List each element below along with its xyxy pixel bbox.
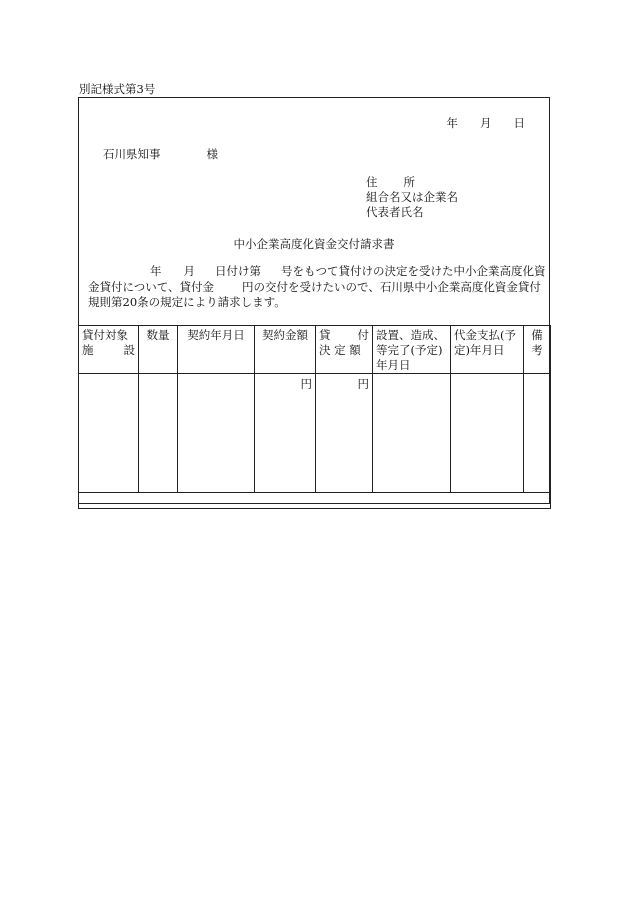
company-label: 組合名又は企業名 — [366, 190, 458, 204]
header-facility: 貸付対象 施 設 — [79, 326, 139, 374]
date-month-label: 月 — [480, 116, 492, 130]
form-number: 別記様式第3号 — [79, 82, 156, 96]
address-label: 住 所 — [366, 175, 415, 189]
cell-payment-date[interactable] — [451, 374, 524, 493]
header-completion-date: 設置、造成、 等完了(予定) 年月日 — [373, 326, 451, 374]
form-frame — [78, 97, 550, 504]
document-title: 中小企業高度化資金交付請求書 — [233, 237, 395, 251]
date-year-label: 年 — [446, 116, 458, 130]
header-remarks: 備考 — [524, 326, 551, 374]
table-footer-row — [79, 493, 551, 509]
cell-contract-amount[interactable] — [255, 374, 316, 493]
cell-facility[interactable] — [79, 374, 139, 493]
applicant-block — [366, 175, 458, 220]
representative-label: 代表者氏名 — [366, 205, 424, 219]
header-loan-decision-amount: 貸 付 決 定 額 — [316, 326, 373, 374]
footer-cell — [79, 493, 551, 509]
loan-amount-unit: 円 — [357, 377, 369, 391]
cell-completion-date[interactable] — [373, 374, 451, 493]
body-text: 年 月 日付け第 号をもつて貸付けの決定を受けた中小企業高度化資金貸付について、貸付金 円の交付を受けたいので、石川県中小企業高度化資金貸付規則第20条の規定により請求します。 — [88, 264, 546, 309]
addressee — [103, 146, 218, 162]
cell-remarks[interactable] — [524, 374, 551, 493]
addressee-honorific: 様 — [206, 147, 218, 161]
cell-contract-date[interactable] — [178, 374, 255, 493]
cell-quantity[interactable] — [139, 374, 178, 493]
cell-loan-amount[interactable] — [316, 374, 373, 493]
loan-table — [78, 325, 551, 509]
addressee-name: 石川県知事 — [103, 147, 161, 161]
date-day-label: 日 — [513, 116, 525, 130]
header-payment-date: 代金支払(予 定)年月日 — [451, 326, 524, 374]
contract-amount-unit: 円 — [300, 377, 312, 391]
table-row — [79, 374, 551, 493]
header-contract-amount: 契約金額 — [255, 326, 316, 374]
date-line — [447, 115, 526, 131]
header-contract-date: 契約年月日 — [178, 326, 255, 374]
header-quantity: 数量 — [139, 326, 178, 374]
